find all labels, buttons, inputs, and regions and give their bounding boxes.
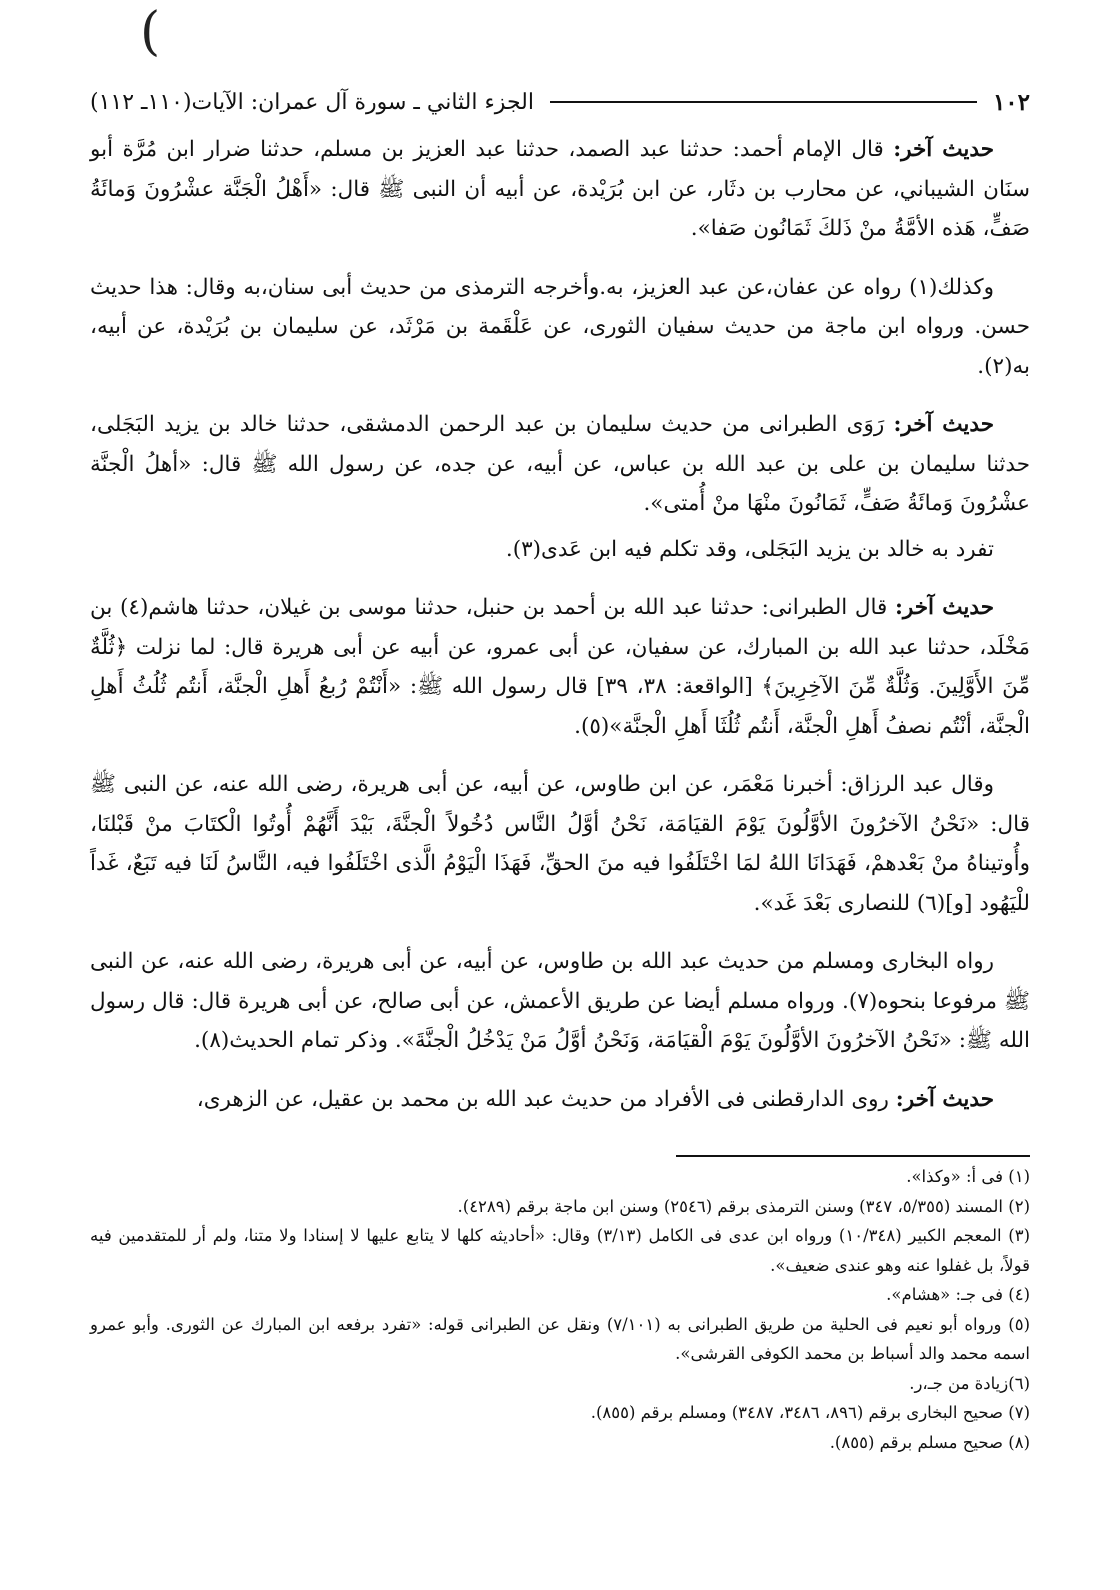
paragraph <box>90 405 1030 524</box>
footnotes <box>90 1162 1030 1457</box>
paragraph-text: قال الطبرانى: حدثنا عبد الله بن أحمد بن حنبل، حدثنا موسى بن غيلان، حدثنا هاشم(٤) بن مَخْلَد، حدثنا عبد الله بن المبارك، عن سفيان، عن أبى عمرو، عن أبيه عن أبى هريرة قال: لما نزلت ﴿ثُلَّةٌ مِّنَ الأَوَّلِينَ. وَثُلَّةٌ مِّنَ الآخِرِينَ﴾ [الواقعة: ٣٨، ٣٩] قال رسول الله ﷺ: «أَنْتُمْ رُبعُ أَهلِ الْجنَّة، أَنتُم ثُلُثُ أَهلِ الْجنَّة، أنْتُم نصفُ أَهلِ الْجنَّة، أَنتُم ثُلُثَا أَهلِ الْجنَّة»(٥). <box>90 595 1030 739</box>
paragraph-lead: حديث آخر: <box>893 412 994 437</box>
footnote: (٣) المعجم الكبير (١٠/٣٤٨) ورواه ابن عدى فى الكامل (٣/١٣) وقال: «أحاديثه كلها لا يتابع عليها لا إسنادا ولا متنا، ولم أر للمتقدمين فيه قولاً، بل غفلوا عنه وهو عندى ضعيف». <box>90 1226 1030 1275</box>
margin-handwritten-mark: ( <box>140 2 161 62</box>
paragraph <box>90 942 1030 1061</box>
main-text <box>90 130 1030 1138</box>
footnote-rule <box>676 1155 1030 1157</box>
paragraph-lead: حديث آخر: <box>895 1086 994 1112</box>
paragraph <box>90 765 1030 923</box>
footnote: (٨) صحيح مسلم برقم (٨٥٥). <box>829 1432 1030 1452</box>
page-number: ١٠٢ <box>992 88 1030 116</box>
footnote: (٦)زيادة من جـ،ر. <box>909 1373 1030 1393</box>
footnote: (٤) فى جـ: «هشام». <box>886 1285 1030 1304</box>
paragraph <box>90 588 1030 746</box>
paragraph-lead: حديث آخر: <box>894 595 994 620</box>
footnote: (٧) صحيح البخارى برقم (٨٩٦، ٣٤٨٦، ٣٤٨٧) ومسلم برقم (٨٥٥). <box>590 1403 1030 1422</box>
paragraph-text: وقال عبد الرزاق: أخبرنا مَعْمَر، عن ابن طاوس، عن أبيه، عن أبى هريرة، رضى الله عنه، عن النبى ﷺ قال: «نَحْنُ الآخرُونَ الأوَّلُونَ يَوْمَ القيَامَة، نَحْنُ أوَّلُ النَّاس دُخُولاً الْجنَّةَ، بَيْدَ أَنَّهُمْ أُوتُوا الْكتَابَ منْ قَبْلنَا، وأُوتيناهُ منْ بَعْدهمْ، فَهَدَانَا اللهُ لمَا اخْتَلَفُوا فيه منَ الحقِّ، فَهَذَا الْيَوْمُ الَّذى اخْتَلَفُوا فيه، النَّاسُ لَنَا فيه تَبَعٌ، غَداً للْيَهُود [و](٦) للنصارى بَعْدَ غَد». <box>90 772 1030 916</box>
paragraph-text: روى الدارقطنى فى الأفراد من حديث عبد الله بن محمد بن عقيل، عن الزهرى، <box>196 1086 896 1112</box>
paragraph-text: تفرد به خالد بن يزيد البَجَلى، وقد تكلم فيه ابن عَدى(٣). <box>505 536 994 562</box>
footnote: (٢) المسند (٥/٣٥٥، ٣٤٧) وسنن الترمذى برقم (٢٥٤٦) وسنن ابن ماجة برقم (٤٢٨٩). <box>457 1196 1030 1216</box>
running-header <box>90 82 1030 122</box>
paragraph <box>90 1080 1030 1120</box>
paragraph-text: رَوَى الطبرانى من حديث سليمان بن عبد الرحمن الدمشقى، حدثنا خالد بن يزيد البَجَلى، حدثنا سليمان بن على بن عبد الله بن عباس، عن أبيه، عن جده، عن رسول الله ﷺ قال: «أهلُ الْجنَّة عشْرُونَ وَمائَةُ صَفٍّ، ثَمَانُونَ منْهَا منْ أُمتى». <box>90 412 1030 516</box>
header-rule <box>550 101 977 103</box>
paragraph <box>90 268 1030 387</box>
running-title: الجزء الثاني ـ سورة آل عمران: الآيات(١١٠ـ ١١٢) <box>90 89 534 115</box>
paragraph <box>90 130 1030 249</box>
paragraph-lead: حديث آخر: <box>893 137 994 162</box>
footnote: (١) فى أ: «وكذا». <box>906 1167 1030 1186</box>
paragraph-text: قال الإمام أحمد: حدثنا عبد الصمد، حدثنا عبد العزيز بن مسلم، حدثنا ضرار ابن مُرَّة أبو سنَان الشيباني، عن محارب بن دثَار، عن ابن بُرَيْدة، عن أبيه أن النبى ﷺ قال: «أَهْلُ الْجَنَّة عشْرُونَ وَمائَةُ صَفٍّ، هَذه الأمَّةُ منْ ذَلكَ ثَمَانُون صَفا». <box>90 137 1030 241</box>
paragraph-text: رواه البخارى ومسلم من حديث عبد الله بن طاوس، عن أبيه، عن أبى هريرة، رضى الله عنه، عن النبى ﷺ مرفوعا بنحوه(٧). ورواه مسلم أيضا عن طريق الأعمش، عن أبى صالح، عن أبى هريرة قال: قال رسول الله ﷺ: «نَحْنُ الآخرُونَ الأوَّلُونَ يَوْمَ الْقيَامَة، وَنَحْنُ أوَّلُ مَنْ يَدْخُلُ الْجنَّةَ». وذكر تمام الحديث(٨). <box>90 949 1030 1053</box>
footnote: (٥) ورواه أبو نعيم فى الحلية من طريق الطبرانى به (٧/١٠١) ونقل عن الطبرانى قوله: «تفرد برفعه ابن المبارك عن الثورى. وأبو عمرو اسمه محمد والد أسباط بن محمد الكوفى القرشى». <box>90 1314 1031 1363</box>
paragraph <box>90 530 1030 570</box>
paragraph-text: وكذلك(١) رواه عن عفان،عن عبد العزيز، به.وأخرجه الترمذى من حديث أبى سنان،به وقال: هذا حديث حسن. ورواه ابن ماجة من حديث سفيان الثورى، عن عَلْقَمة بن مَرْثَد، عن سليمان بن بُرَيْدة، عن أبيه، به(٢). <box>90 274 1030 379</box>
